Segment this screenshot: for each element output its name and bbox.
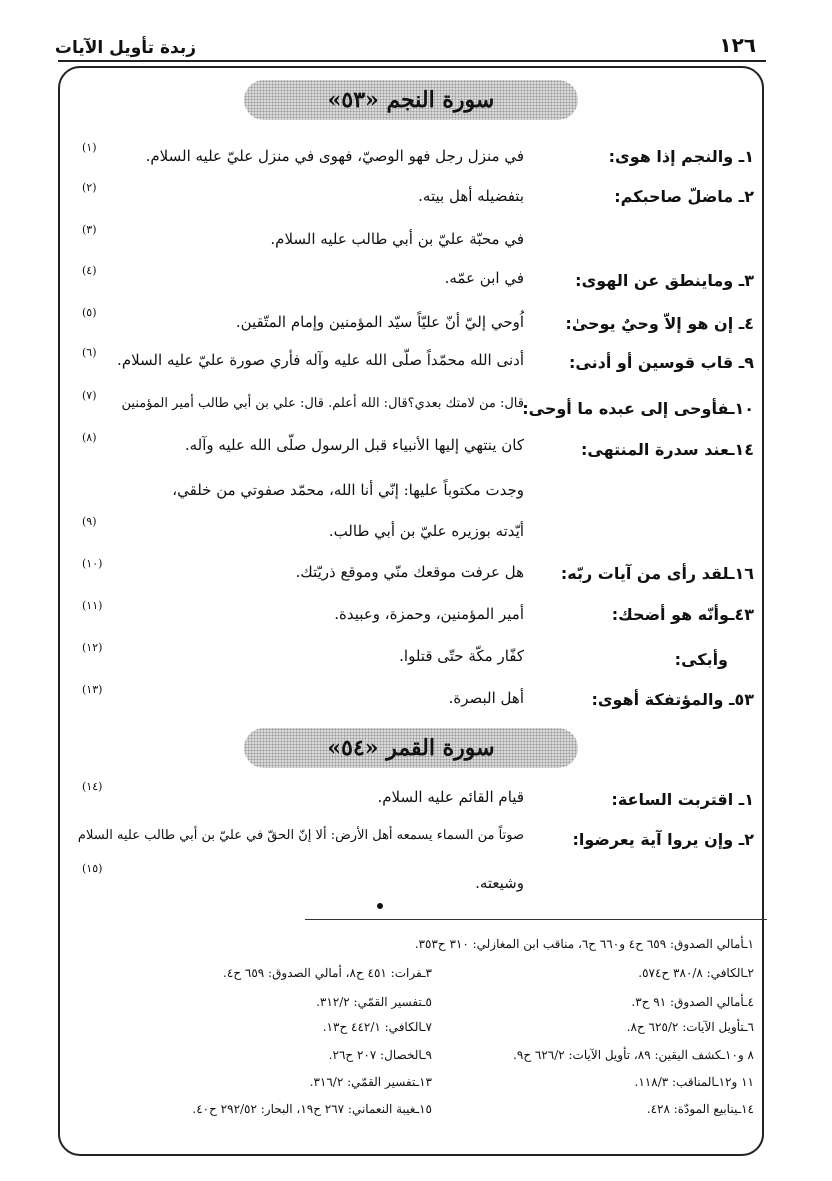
header-rule [58, 60, 766, 62]
footnote-ref: (٩) [82, 515, 97, 528]
commentary-text: وجدت مكتوباً عليها: إنّي أنا الله، محمّد صفوتي من خلقي، [172, 481, 524, 499]
footnote-ref: (١٤) [82, 780, 103, 793]
footnote-ref: (٢) [82, 181, 97, 194]
surah-title-qamar: سورة القمر «٥٤» [244, 728, 578, 768]
footnote-ref: (١١) [82, 599, 103, 612]
section-end-dot [377, 903, 383, 909]
verse-label: ١٦ـلقد رأى من آيات ربّه: [560, 564, 754, 583]
commentary-text: أدنى الله محمّداً صلّى الله عليه وآله فأري صورة عليّ عليه السلام. [117, 351, 524, 369]
verse-label: ٣ـ وماينطق عن الهوى: [575, 271, 754, 290]
commentary-text: في محبّة عليّ بن أبي طالب عليه السلام. [270, 230, 524, 248]
verse-label: ٩ـ قاب قوسين أو أدنى: [569, 353, 754, 372]
verse-label: ١ـ والنجم إذا هوى: [608, 147, 754, 166]
verse-label: ١٤ـعند سدرة المنتهى: [580, 440, 754, 459]
footnote-14: ١٤ـينابيع المودّة: ٤٢٨. [646, 1102, 754, 1116]
footnote-9: ٩ـالخصال: ٢٠٧ ح٢٦. [328, 1048, 432, 1062]
footnote-ref: (٨) [82, 431, 97, 444]
page-number: ١٢٦ [719, 33, 756, 57]
verse-label: ٤ـ إن هو إلاّ وحيٌ يوحىٰ: [565, 314, 754, 333]
commentary-text: كفّار مكّة حتّى قتلوا. [399, 647, 524, 665]
footnote-ref: (٥) [82, 306, 97, 319]
commentary-text: قيام القائم عليه السلام. [377, 788, 524, 806]
footnote-ref: (٧) [82, 389, 97, 402]
footnote-5: ٥ـتفسير القمّي: ٣١٢/٢. [316, 995, 432, 1009]
footnote-ref: (١٥) [82, 862, 103, 875]
commentary-text: في ابن عمّه. [444, 269, 524, 287]
commentary-text: أهل البصرة. [448, 689, 524, 707]
commentary-text: كان ينتهي إليها الأنبياء قبل الرسول صلّى الله عليه وآله. [184, 436, 524, 454]
footnote-rule [305, 919, 767, 920]
verse-label: ٥٣ـ والمؤتفكة أهوى: [591, 690, 754, 709]
footnote-6: ٦ـتأويل الآيات: ٦٢٥/٢ ح٨. [626, 1020, 754, 1034]
footnote-8-10: ٨ و١٠ـكشف اليقين: ٨٩، تأويل الآيات: ٦٢٦/٢ ح٩. [513, 1048, 754, 1062]
commentary-text: هل عرفت موقعك منّي وموقع ذريّتك. [295, 563, 524, 581]
footnote-15: ١٥ـغيبة النعماني: ٢٦٧ ح١٩، البحار: ٢٩٢/٥٢ ح٤٠. [192, 1102, 432, 1116]
footnote-ref: (٤) [82, 264, 97, 277]
book-title: زبدة تأويل الآيات [54, 38, 196, 58]
verse-label: ٤٣ـوأنّه هو أضحك: [611, 605, 754, 624]
verse-label: وأبكى: [674, 650, 728, 669]
surah-title-najm: سورة النجم «٥٣» [244, 80, 578, 120]
verse-label: ١٠ـفأوحى إلى عبده ما أوحى: [522, 399, 754, 418]
footnote-ref: (١) [82, 141, 97, 154]
footnote-2: ٢ـالكافي: ٣٨٠/٨ ح٥٧٤. [638, 966, 754, 980]
commentary-text: في منزل رجل فهو الوصيّ، فهوى في منزل عليّ عليه السلام. [145, 147, 524, 165]
footnote-11-12: ١١ و١٢ـالمناقب: ١١٨/٣. [634, 1075, 754, 1089]
footnote-ref: (٦) [82, 346, 97, 359]
footnote-3: ٣ـفرات: ٤٥١ ح٨، أمالي الصدوق: ٦٥٩ ح٤. [223, 966, 432, 980]
commentary-text: قال: من لامتك بعدي؟قال: الله أعلم. قال: علي بن أبي طالب أمير المؤمنين [121, 396, 524, 411]
footnote-1: ١ـأمالي الصدوق: ٦٥٩ ح٤ و٦٦٠ ح٦، مناقب ابن المغازلي: ٣١٠ ح٣٥٣. [414, 937, 754, 951]
footnote-ref: (٣) [82, 223, 97, 236]
verse-label: ١ـ اقتربت الساعة: [611, 790, 754, 809]
commentary-text: اُوحي إليّ أنّ عليّاً سيّد المؤمنين وإمام المتّقين. [235, 313, 524, 331]
verse-label: ٢ـ ماضلّ صاحبكم: [614, 187, 754, 206]
footnote-ref: (١٠) [82, 557, 103, 570]
footnote-4: ٤ـأمالي الصدوق: ٩١ ح٣. [631, 995, 754, 1009]
commentary-text: أيّدته بوزيره عليّ بن أبي طالب. [328, 522, 524, 540]
footnote-13: ١٣ـتفسير القمّي: ٣١٦/٢. [309, 1075, 432, 1089]
commentary-text: بتفضيله أهل بيته. [418, 187, 524, 205]
footnote-ref: (١٢) [82, 641, 103, 654]
commentary-text: وشيعته. [475, 874, 524, 892]
verse-label: ٢ـ وإن يروا آية يعرضوا: [572, 830, 754, 849]
footnote-ref: (١٣) [82, 683, 103, 696]
commentary-text: صوتاً من السماء يسمعه أهل الأرض: ألا إنّ الحقّ في عليّ بن أبي طالب عليه السلام [77, 828, 524, 843]
commentary-text: أمير المؤمنين، وحمزة، وعبيدة. [334, 605, 524, 623]
footnote-7: ٧ـالكافي: ٤٤٢/١ ح١٣. [322, 1020, 432, 1034]
